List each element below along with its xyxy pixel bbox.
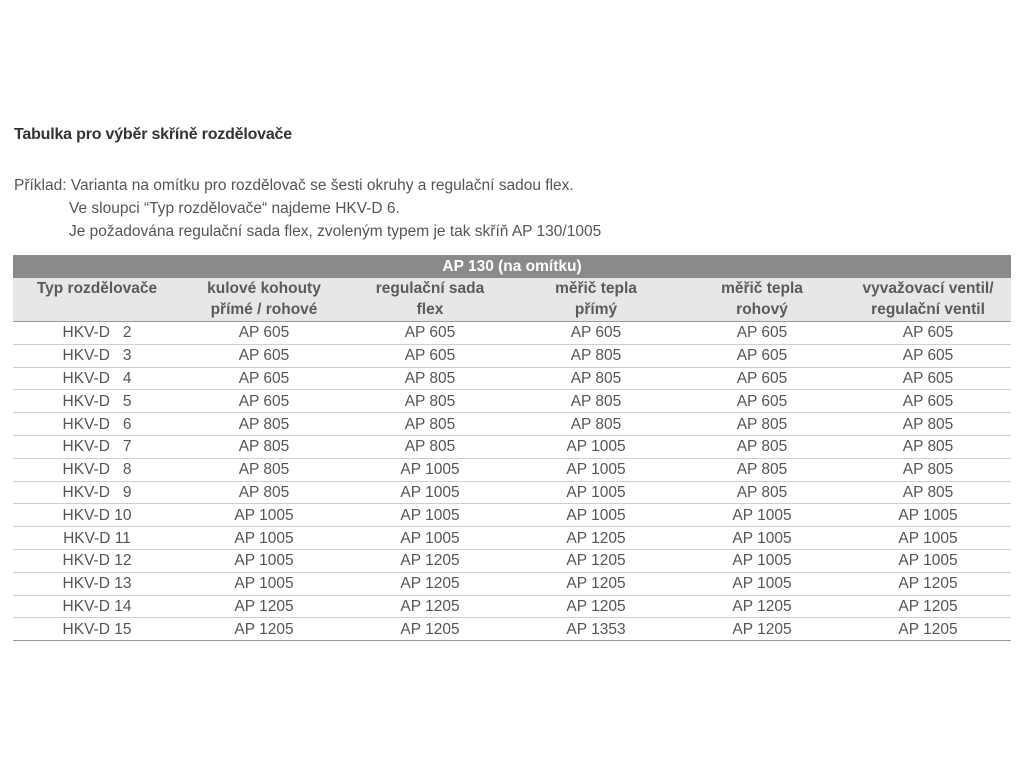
table-cell: AP 605 bbox=[845, 322, 1011, 345]
table-cell: AP 1005 bbox=[679, 504, 845, 527]
table-cell: AP 605 bbox=[347, 344, 513, 367]
row-type-cell: HKV-D 6 bbox=[13, 413, 181, 436]
column-header-line1: měřič tepla bbox=[721, 280, 803, 297]
table-cell: AP 605 bbox=[679, 390, 845, 413]
row-type-cell: HKV-D 5 bbox=[13, 390, 181, 413]
table-cell: AP 805 bbox=[679, 435, 845, 458]
table-row bbox=[13, 390, 1011, 413]
table-cell: AP 1205 bbox=[513, 572, 679, 595]
example-line: Ve sloupci “Typ rozdělovače“ najdeme HKV-D 6. bbox=[69, 200, 400, 217]
column-header bbox=[13, 278, 181, 322]
table-row bbox=[13, 344, 1011, 367]
table-row bbox=[13, 481, 1011, 504]
page-title: Tabulka pro výběr skříně rozdělovače bbox=[14, 126, 292, 143]
table-cell: AP 1205 bbox=[347, 595, 513, 618]
example-line: Příklad: Varianta na omítku pro rozdělovač se šesti okruhy a regulační sadou flex. bbox=[14, 177, 574, 194]
column-header bbox=[513, 278, 679, 322]
table-cell: AP 805 bbox=[513, 390, 679, 413]
row-type-cell: HKV-D 12 bbox=[13, 549, 181, 572]
table-cell: AP 805 bbox=[181, 458, 347, 481]
table-cell: AP 805 bbox=[181, 413, 347, 436]
table-cell: AP 805 bbox=[845, 435, 1011, 458]
table-cell: AP 805 bbox=[181, 435, 347, 458]
table-row bbox=[13, 435, 1011, 458]
row-type-cell: HKV-D 9 bbox=[13, 481, 181, 504]
column-header-line1: kulové kohouty bbox=[207, 280, 321, 297]
table-cell: AP 1205 bbox=[513, 549, 679, 572]
row-type-cell: HKV-D 10 bbox=[13, 504, 181, 527]
table-cell: AP 1205 bbox=[181, 595, 347, 618]
table-cell: AP 1005 bbox=[513, 458, 679, 481]
row-type-cell: HKV-D 2 bbox=[13, 322, 181, 345]
table-cell: AP 805 bbox=[513, 413, 679, 436]
column-header-line1: Typ rozdělovače bbox=[36, 280, 158, 297]
table-cell: AP 805 bbox=[679, 481, 845, 504]
column-header-line2: přímý bbox=[574, 301, 618, 318]
table-cell: AP 1005 bbox=[181, 504, 347, 527]
table-cell: AP 1205 bbox=[845, 572, 1011, 595]
table-cell: AP 1005 bbox=[181, 549, 347, 572]
table-row bbox=[13, 618, 1011, 641]
row-type-cell: HKV-D 8 bbox=[13, 458, 181, 481]
table-cell: AP 1205 bbox=[679, 595, 845, 618]
table-row bbox=[13, 595, 1011, 618]
row-type-cell: HKV-D 11 bbox=[13, 527, 181, 550]
table-cell: AP 805 bbox=[181, 481, 347, 504]
column-header-line1: měřič tepla bbox=[555, 280, 637, 297]
column-header-line2: rohový bbox=[736, 301, 788, 318]
table-cell: AP 605 bbox=[347, 322, 513, 345]
selection-table bbox=[13, 255, 1011, 641]
table-cell: AP 1005 bbox=[679, 549, 845, 572]
table-cell: AP 805 bbox=[347, 413, 513, 436]
table-cell: AP 1205 bbox=[513, 527, 679, 550]
table-cell: AP 1005 bbox=[513, 435, 679, 458]
table-cell: AP 605 bbox=[679, 322, 845, 345]
table-cell: AP 605 bbox=[181, 344, 347, 367]
table-cell: AP 805 bbox=[845, 481, 1011, 504]
table-row bbox=[13, 413, 1011, 436]
table-cell: AP 1205 bbox=[679, 618, 845, 641]
table-cell: AP 1005 bbox=[679, 527, 845, 550]
table-cell: AP 605 bbox=[845, 390, 1011, 413]
table-cell: AP 805 bbox=[513, 344, 679, 367]
table-cell: AP 1205 bbox=[513, 595, 679, 618]
row-type-cell: HKV-D 3 bbox=[13, 344, 181, 367]
table-group-header: AP 130 (na omítku) bbox=[13, 255, 1011, 278]
table-cell: AP 1005 bbox=[845, 549, 1011, 572]
table-cell: AP 605 bbox=[679, 367, 845, 390]
table-cell: AP 1205 bbox=[845, 618, 1011, 641]
table-cell: AP 1205 bbox=[347, 618, 513, 641]
table-cell: AP 1005 bbox=[181, 572, 347, 595]
column-header-line1: vyvažovací ventil/ bbox=[862, 280, 994, 297]
table-cell: AP 1005 bbox=[513, 481, 679, 504]
table-cell: AP 605 bbox=[513, 322, 679, 345]
table-cell: AP 605 bbox=[845, 344, 1011, 367]
table-cell: AP 1005 bbox=[845, 527, 1011, 550]
table-cell: AP 605 bbox=[181, 322, 347, 345]
table-row bbox=[13, 458, 1011, 481]
table-cell: AP 1205 bbox=[845, 595, 1011, 618]
table-body bbox=[13, 322, 1011, 641]
column-header-line2: regulační ventil bbox=[871, 301, 985, 318]
table-cell: AP 1353 bbox=[513, 618, 679, 641]
example-text bbox=[14, 174, 601, 243]
table-cell: AP 805 bbox=[679, 413, 845, 436]
example-line: Je požadována regulační sada flex, zvoleným typem je tak skříň AP 130/1005 bbox=[69, 223, 602, 240]
table-cell: AP 805 bbox=[845, 413, 1011, 436]
row-type-cell: HKV-D 13 bbox=[13, 572, 181, 595]
table-row bbox=[13, 504, 1011, 527]
table-cell: AP 805 bbox=[347, 390, 513, 413]
table-cell: AP 805 bbox=[679, 458, 845, 481]
table-cell: AP 1205 bbox=[347, 572, 513, 595]
row-type-cell: HKV-D 4 bbox=[13, 367, 181, 390]
table-cell: AP 1005 bbox=[347, 527, 513, 550]
table-row bbox=[13, 322, 1011, 345]
row-type-cell: HKV-D 15 bbox=[13, 618, 181, 641]
table-cell: AP 605 bbox=[181, 390, 347, 413]
table-column-headers bbox=[13, 278, 1011, 322]
column-header bbox=[347, 278, 513, 322]
column-header bbox=[181, 278, 347, 322]
table-cell: AP 1005 bbox=[347, 504, 513, 527]
column-header bbox=[845, 278, 1011, 322]
table-cell: AP 605 bbox=[181, 367, 347, 390]
table-cell: AP 1005 bbox=[513, 504, 679, 527]
table-cell: AP 805 bbox=[347, 367, 513, 390]
table-cell: AP 1005 bbox=[845, 504, 1011, 527]
table-row bbox=[13, 549, 1011, 572]
table-cell: AP 605 bbox=[679, 344, 845, 367]
row-type-cell: HKV-D 14 bbox=[13, 595, 181, 618]
table-cell: AP 1205 bbox=[347, 549, 513, 572]
table-row bbox=[13, 367, 1011, 390]
table-cell: AP 805 bbox=[513, 367, 679, 390]
table-cell: AP 1005 bbox=[347, 481, 513, 504]
column-header-line1: regulační sada bbox=[375, 280, 485, 297]
column-header-line2: flex bbox=[416, 301, 444, 318]
column-header bbox=[679, 278, 845, 322]
table-cell: AP 805 bbox=[347, 435, 513, 458]
table-cell: AP 1005 bbox=[347, 458, 513, 481]
table-cell: AP 605 bbox=[845, 367, 1011, 390]
table-row bbox=[13, 527, 1011, 550]
table-cell: AP 1005 bbox=[679, 572, 845, 595]
table-cell: AP 1005 bbox=[181, 527, 347, 550]
table-cell: AP 1205 bbox=[181, 618, 347, 641]
column-header-line2: přímé / rohové bbox=[210, 301, 318, 318]
row-type-cell: HKV-D 7 bbox=[13, 435, 181, 458]
table-row bbox=[13, 572, 1011, 595]
table-cell: AP 805 bbox=[845, 458, 1011, 481]
